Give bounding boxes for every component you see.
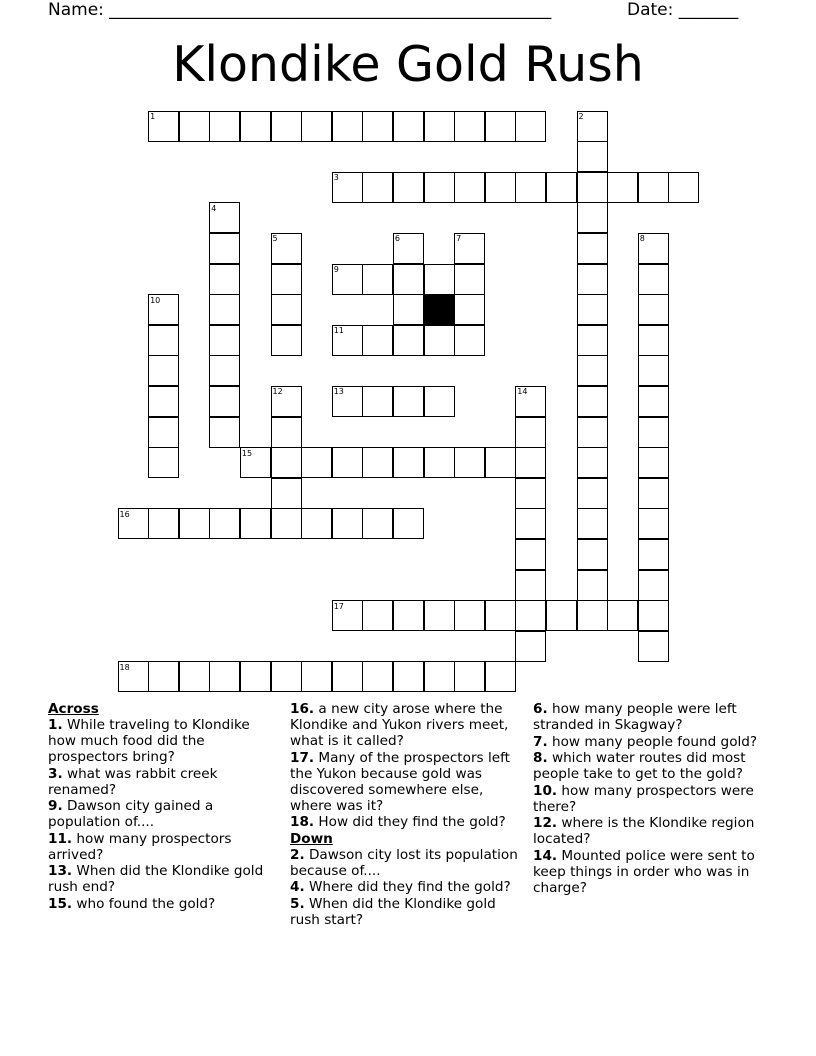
clue-across-18: 18. How did they find the gold? <box>290 814 506 830</box>
clue-number-5: 5 <box>272 234 278 244</box>
crossword-cell[interactable] <box>148 417 179 448</box>
clue-number-8: 8 <box>639 234 645 244</box>
crossword-cell[interactable] <box>638 264 669 295</box>
clue-down-12: 12. where is the Klondike region located? <box>533 815 755 847</box>
name-field-line[interactable]: Name: ____________________________________________________ <box>48 0 552 20</box>
crossword-cell[interactable] <box>424 325 455 356</box>
clue-number-15: 15 <box>241 448 253 458</box>
crossword-cell[interactable] <box>424 661 455 692</box>
clue-down-4: 4. Where did they find the gold? <box>290 879 511 895</box>
crossword-cell[interactable] <box>393 294 424 325</box>
crossword-cell[interactable] <box>209 233 240 264</box>
across-heading: Across <box>48 701 99 717</box>
crossword-cell[interactable] <box>515 111 546 142</box>
crossword-cell[interactable] <box>301 447 332 478</box>
crossword-cell[interactable] <box>638 478 669 509</box>
crossword-cell[interactable] <box>362 508 393 539</box>
crossword-cell[interactable] <box>485 447 516 478</box>
clue-across-13: 13. When did the Klondike gold rush end? <box>48 863 264 895</box>
crossword-cell[interactable] <box>148 661 179 692</box>
crossword-cell[interactable] <box>209 325 240 356</box>
clue-down-5: 5. When did the Klondike gold rush start? <box>290 895 496 928</box>
clue-down-8: 8. which water routes did most people take to get to the gold? <box>533 750 746 782</box>
crossword-cell[interactable] <box>515 508 546 539</box>
crossword-cell[interactable] <box>577 172 608 203</box>
crossword-cell[interactable] <box>148 447 179 478</box>
clue-number-7: 7 <box>456 234 462 244</box>
clue-down-10: 10. how many prospectors were there? <box>533 782 754 815</box>
crossword-cell[interactable] <box>485 661 516 692</box>
crossword-cell[interactable] <box>424 386 455 417</box>
clue-number-3: 3 <box>333 173 339 183</box>
crossword-cell[interactable] <box>179 111 210 142</box>
crossword-cell[interactable] <box>515 478 546 509</box>
black-square <box>424 294 455 325</box>
crossword-cell[interactable] <box>209 264 240 295</box>
clue-across-9: 9. Dawson city gained a population of.... <box>48 798 214 830</box>
crossword-cell[interactable] <box>515 600 546 631</box>
crossword-cell[interactable] <box>362 172 393 203</box>
crossword-cell[interactable] <box>577 447 608 478</box>
crossword-cell[interactable] <box>454 264 485 295</box>
crossword-cell[interactable] <box>209 355 240 386</box>
crossword-cell[interactable] <box>393 600 424 631</box>
crossword-cell[interactable] <box>240 661 271 692</box>
crossword-cell[interactable] <box>209 111 240 142</box>
crossword-cell[interactable] <box>638 508 669 539</box>
clue-down-6: 6. how many people were left stranded in Skagway? <box>533 701 737 733</box>
crossword-cell[interactable] <box>515 172 546 203</box>
crossword-cell[interactable] <box>362 386 393 417</box>
crossword-cell[interactable] <box>577 141 608 172</box>
crossword-cell[interactable] <box>393 264 424 295</box>
clue-across-15: 15. who found the gold? <box>48 895 216 912</box>
clue-number-6: 6 <box>394 234 400 244</box>
crossword-cell[interactable] <box>454 325 485 356</box>
crossword-cell[interactable] <box>271 325 302 356</box>
crossword-cell[interactable] <box>332 111 363 142</box>
crossword-cell[interactable] <box>515 631 546 662</box>
crossword-cell[interactable] <box>393 508 424 539</box>
crossword-cell[interactable] <box>454 447 485 478</box>
crossword-cell[interactable] <box>240 508 271 539</box>
crossword-cell[interactable] <box>271 417 302 448</box>
crossword-cell[interactable] <box>638 539 669 570</box>
crossword-cell[interactable] <box>577 417 608 448</box>
crossword-cell[interactable] <box>454 172 485 203</box>
crossword-cell[interactable] <box>454 111 485 142</box>
crossword-cell[interactable] <box>393 111 424 142</box>
crossword-cell[interactable] <box>362 111 393 142</box>
crossword-cell[interactable] <box>577 325 608 356</box>
crossword-cell[interactable] <box>638 447 669 478</box>
crossword-cell[interactable] <box>271 264 302 295</box>
crossword-cell[interactable] <box>577 264 608 295</box>
crossword-cell[interactable] <box>179 661 210 692</box>
clue-column-1 <box>48 701 280 912</box>
crossword-cell[interactable] <box>240 111 271 142</box>
crossword-cell[interactable] <box>577 386 608 417</box>
crossword-cell[interactable] <box>271 508 302 539</box>
crossword-cell[interactable] <box>485 111 516 142</box>
clue-number-13: 13 <box>333 387 344 397</box>
crossword-cell[interactable] <box>271 478 302 509</box>
crossword-cell[interactable] <box>607 600 638 631</box>
page-title: Klondike Gold Rush <box>172 36 644 93</box>
crossword-cell[interactable] <box>546 172 577 203</box>
crossword-cell[interactable] <box>301 508 332 539</box>
crossword-cell[interactable] <box>577 539 608 570</box>
crossword-cell[interactable] <box>424 600 455 631</box>
crossword-cell[interactable] <box>638 325 669 356</box>
clue-number-9: 9 <box>333 265 339 274</box>
crossword-cell[interactable] <box>638 172 669 203</box>
clue-number-2: 2 <box>578 112 584 121</box>
crossword-cell[interactable] <box>638 631 669 662</box>
crossword-cell[interactable] <box>393 386 424 417</box>
crossword-cell[interactable] <box>362 264 393 295</box>
clue-across-1: 1. While traveling to Klondike how much food did the prospectors bring? <box>48 717 250 765</box>
crossword-cell[interactable] <box>638 386 669 417</box>
crossword-cell[interactable] <box>668 172 699 203</box>
clue-number-4: 4 <box>211 203 217 213</box>
crossword-cell[interactable] <box>638 294 669 325</box>
crossword-cell[interactable] <box>301 111 332 142</box>
crossword-cell[interactable] <box>577 478 608 509</box>
date-field-line[interactable]: Date: _______ <box>627 0 739 20</box>
crossword-cell[interactable] <box>638 355 669 386</box>
clue-number-12: 12 <box>272 387 283 397</box>
crossword-cell[interactable] <box>332 661 363 692</box>
crossword-cell[interactable] <box>454 661 485 692</box>
crossword-cell[interactable] <box>424 111 455 142</box>
crossword-cell[interactable] <box>393 325 424 356</box>
crossword-cell[interactable] <box>393 447 424 478</box>
crossword-cell[interactable] <box>209 294 240 325</box>
clue-down-7: 7. how many people found gold? <box>533 733 758 750</box>
crossword-cell[interactable] <box>393 661 424 692</box>
crossword-cell[interactable] <box>485 172 516 203</box>
crossword-cell[interactable] <box>577 570 608 601</box>
crossword-cell[interactable] <box>148 325 179 356</box>
crossword-cell[interactable] <box>179 508 210 539</box>
clue-column-3 <box>533 701 769 896</box>
crossword-cell[interactable] <box>362 447 393 478</box>
clue-number-18: 18 <box>119 662 130 672</box>
crossword-cell[interactable] <box>209 508 240 539</box>
crossword-cell[interactable] <box>577 294 608 325</box>
crossword-cell[interactable] <box>577 233 608 264</box>
crossword-cell[interactable] <box>577 508 608 539</box>
clue-down-2: 2. Dawson city lost its population because of.... <box>290 846 518 879</box>
clue-number-17: 17 <box>333 601 344 611</box>
crossword-cell[interactable] <box>332 447 363 478</box>
clue-number-16: 16 <box>119 509 130 519</box>
clue-down-14: 14. Mounted police were sent to keep things in order who was in charge? <box>533 847 755 896</box>
crossword-cell[interactable] <box>148 508 179 539</box>
crossword-cell[interactable] <box>271 661 302 692</box>
crossword-cell[interactable] <box>393 172 424 203</box>
clue-number-10: 10 <box>150 295 161 305</box>
crossword-cell[interactable] <box>271 447 302 478</box>
crossword-cell[interactable] <box>515 417 546 448</box>
crossword-cell[interactable] <box>301 661 332 692</box>
crossword-cell[interactable] <box>638 600 669 631</box>
clue-across-3: 3. what was rabbit creek renamed? <box>48 765 218 798</box>
down-heading: Down <box>290 830 333 847</box>
crossword-cell[interactable] <box>424 447 455 478</box>
clue-across-11: 11. how many prospectors arrived? <box>48 830 232 863</box>
crossword-cell[interactable] <box>577 202 608 233</box>
crossword-cell[interactable] <box>515 539 546 570</box>
crossword-cell[interactable] <box>577 355 608 386</box>
clue-number-14: 14 <box>517 387 528 397</box>
clue-across-16: 16. a new city arose where the Klondike and Yukon rivers meet, what is it called? <box>290 701 509 749</box>
crossword-cell[interactable] <box>271 111 302 142</box>
crossword-cell[interactable] <box>515 570 546 601</box>
crossword-cell[interactable] <box>424 172 455 203</box>
crossword-cell[interactable] <box>209 417 240 448</box>
crossword-cell[interactable] <box>271 294 302 325</box>
crossword-cell[interactable] <box>607 172 638 203</box>
crossword-cell[interactable] <box>424 264 455 295</box>
crossword-cell[interactable] <box>638 417 669 448</box>
crossword-cell[interactable] <box>454 600 485 631</box>
crossword-cell[interactable] <box>362 661 393 692</box>
crossword-cell[interactable] <box>362 325 393 356</box>
crossword-cell[interactable] <box>209 661 240 692</box>
crossword-cell[interactable] <box>577 600 608 631</box>
crossword-cell[interactable] <box>546 600 577 631</box>
crossword-cell[interactable] <box>332 508 363 539</box>
clue-number-11: 11 <box>333 326 344 336</box>
crossword-cell[interactable] <box>485 600 516 631</box>
crossword-cell[interactable] <box>515 447 546 478</box>
crossword-cell[interactable] <box>454 294 485 325</box>
crossword-cell[interactable] <box>638 570 669 601</box>
clue-column-2 <box>290 701 524 928</box>
crossword-cell[interactable] <box>209 386 240 417</box>
clue-across-17: 17. Many of the prospectors left the Yukon because gold was discovered somewhere else, where was it? <box>290 749 510 814</box>
crossword-cell[interactable] <box>148 386 179 417</box>
crossword-cell[interactable] <box>148 355 179 386</box>
crossword-cell[interactable] <box>362 600 393 631</box>
clue-number-1: 1 <box>150 112 156 121</box>
